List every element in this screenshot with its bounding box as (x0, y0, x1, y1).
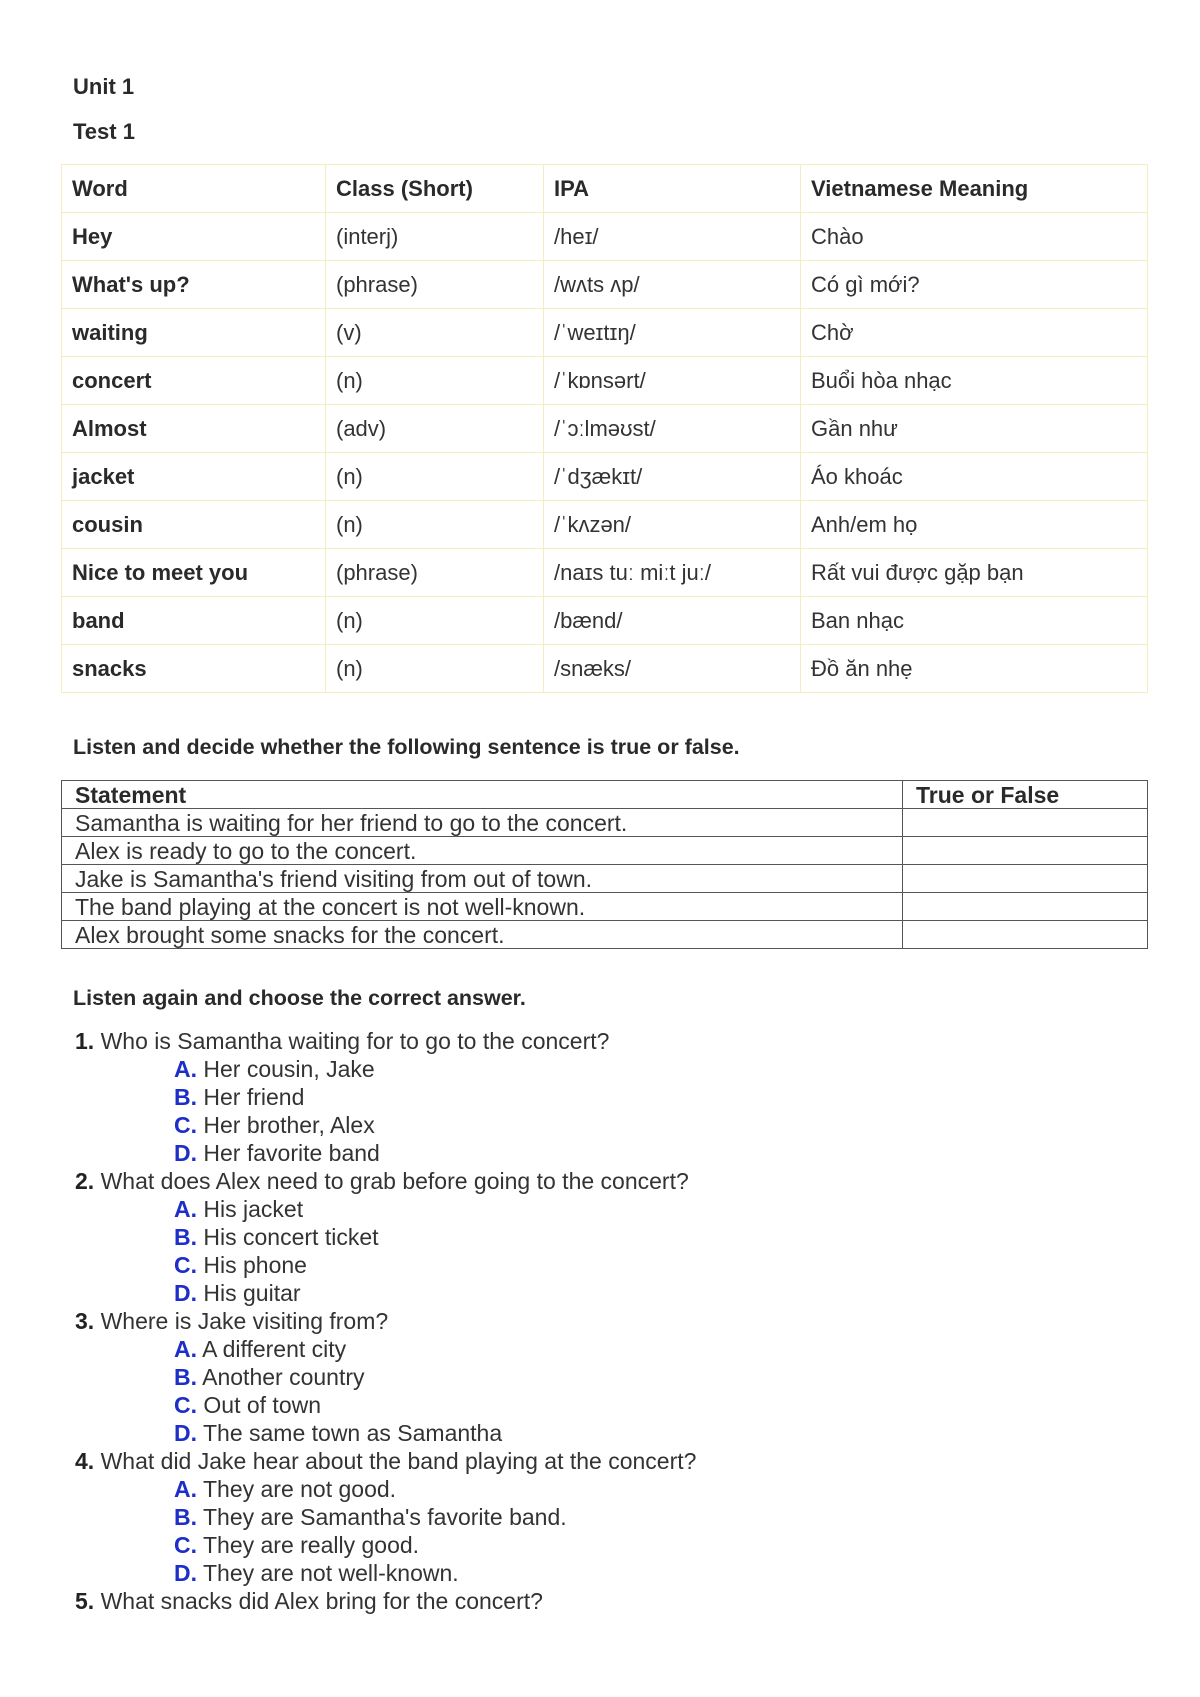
option-text: They are not good. (202, 1476, 397, 1502)
answer-option[interactable] (75, 1251, 1135, 1279)
vocabulary-row (62, 645, 1148, 693)
answer-option[interactable] (75, 1503, 1135, 1531)
vocabulary-meaning-cell: Có gì mới? (801, 261, 1148, 309)
option-text: The same town as Samantha (202, 1420, 503, 1446)
test-title: Test 1 (73, 119, 135, 144)
vocabulary-ipa-cell: /ˈweɪtɪŋ/ (544, 309, 801, 357)
option-letter: D. (174, 1560, 197, 1586)
option-text: Another country (202, 1364, 365, 1390)
statement-row (62, 921, 1148, 949)
option-letter: D. (174, 1420, 197, 1446)
vocabulary-word-cell: concert (62, 357, 326, 405)
statement-cell: The band playing at the concert is not well-known. (62, 893, 903, 921)
question (75, 1027, 1135, 1055)
answer-option[interactable] (75, 1363, 1135, 1391)
multiple-choice-list (75, 1027, 1135, 1615)
vocabulary-row (62, 261, 1148, 309)
vocabulary-class-cell: (n) (326, 501, 544, 549)
column-header-meaning: Vietnamese Meaning (801, 165, 1148, 213)
question-number: 2. (75, 1168, 95, 1194)
answer-option[interactable] (75, 1111, 1135, 1139)
option-letter: B. (174, 1504, 197, 1530)
vocabulary-class-cell: (n) (326, 645, 544, 693)
question (75, 1167, 1135, 1195)
true-false-table (61, 780, 1148, 949)
option-text: They are Samantha's favorite band. (202, 1504, 567, 1530)
statement-cell: Jake is Samantha's friend visiting from out of town. (62, 865, 903, 893)
vocabulary-meaning-cell: Chờ (801, 309, 1148, 357)
vocabulary-row (62, 501, 1148, 549)
answer-cell[interactable] (903, 865, 1148, 893)
option-text: They are really good. (202, 1532, 420, 1558)
option-text: Her favorite band (203, 1140, 380, 1166)
answer-option[interactable] (75, 1475, 1135, 1503)
vocabulary-meaning-cell: Áo khoác (801, 453, 1148, 501)
vocabulary-ipa-cell: /ˈdʒækɪt/ (544, 453, 801, 501)
answer-cell[interactable] (903, 837, 1148, 865)
vocabulary-class-cell: (phrase) (326, 261, 544, 309)
answer-cell[interactable] (903, 809, 1148, 837)
question-text: What does Alex need to grab before going to the concert? (100, 1168, 689, 1194)
option-text: A different city (202, 1336, 347, 1362)
option-text: His phone (203, 1252, 307, 1278)
vocabulary-class-cell: (n) (326, 597, 544, 645)
statement-cell: Alex brought some snacks for the concert. (62, 921, 903, 949)
option-text: Out of town (203, 1392, 322, 1418)
option-letter: A. (174, 1476, 197, 1502)
vocabulary-class-cell: (interj) (326, 213, 544, 261)
multiple-choice-instruction: Listen again and choose the correct answer. (73, 986, 526, 1010)
column-header-ipa: IPA (544, 165, 801, 213)
vocabulary-row (62, 405, 1148, 453)
option-text: Her cousin, Jake (203, 1056, 375, 1082)
question-text: What snacks did Alex bring for the concert? (100, 1588, 543, 1614)
vocabulary-word-cell: waiting (62, 309, 326, 357)
answer-option[interactable] (75, 1139, 1135, 1167)
vocabulary-word-cell: snacks (62, 645, 326, 693)
vocabulary-row (62, 549, 1148, 597)
option-letter: C. (174, 1252, 197, 1278)
answer-cell[interactable] (903, 921, 1148, 949)
unit-title: Unit 1 (73, 74, 135, 99)
option-letter: B. (174, 1224, 197, 1250)
vocabulary-meaning-cell: Anh/em họ (801, 501, 1148, 549)
answer-option[interactable] (75, 1083, 1135, 1111)
question-text: Who is Samantha waiting for to go to the concert? (100, 1028, 610, 1054)
statement-row (62, 837, 1148, 865)
answer-option[interactable] (75, 1279, 1135, 1307)
option-text: They are not well-known. (202, 1560, 459, 1586)
vocabulary-ipa-cell: /snæks/ (544, 645, 801, 693)
vocabulary-header-row (62, 165, 1148, 213)
question-text: What did Jake hear about the band playing at the concert? (100, 1448, 697, 1474)
vocabulary-ipa-cell: /wʌts ʌp/ (544, 261, 801, 309)
vocabulary-row (62, 357, 1148, 405)
vocabulary-meaning-cell: Buổi hòa nhạc (801, 357, 1148, 405)
question-number: 1. (75, 1028, 95, 1054)
vocabulary-class-cell: (v) (326, 309, 544, 357)
question-number: 4. (75, 1448, 95, 1474)
vocabulary-class-cell: (n) (326, 453, 544, 501)
question (75, 1447, 1135, 1475)
option-letter: D. (174, 1140, 197, 1166)
answer-cell[interactable] (903, 893, 1148, 921)
statement-row (62, 809, 1148, 837)
option-letter: A. (174, 1196, 197, 1222)
vocabulary-row (62, 597, 1148, 645)
answer-option[interactable] (75, 1419, 1135, 1447)
answer-option[interactable] (75, 1055, 1135, 1083)
statement-cell: Alex is ready to go to the concert. (62, 837, 903, 865)
vocabulary-row (62, 453, 1148, 501)
vocabulary-meaning-cell: Chào (801, 213, 1148, 261)
option-text: His jacket (203, 1196, 304, 1222)
option-text: His concert ticket (203, 1224, 379, 1250)
vocabulary-meaning-cell: Rất vui được gặp bạn (801, 549, 1148, 597)
vocabulary-body (62, 213, 1148, 693)
option-letter: C. (174, 1392, 197, 1418)
vocabulary-word-cell: jacket (62, 453, 326, 501)
vocabulary-row (62, 213, 1148, 261)
vocabulary-ipa-cell: /ˈkɒnsərt/ (544, 357, 801, 405)
question (75, 1587, 1135, 1615)
vocabulary-ipa-cell: /bænd/ (544, 597, 801, 645)
column-header-statement: Statement (62, 781, 903, 809)
vocabulary-word-cell: cousin (62, 501, 326, 549)
option-letter: A. (174, 1336, 197, 1362)
column-header-word: Word (62, 165, 326, 213)
option-text: Her friend (203, 1084, 305, 1110)
question-number: 3. (75, 1308, 95, 1334)
vocabulary-ipa-cell: /naɪs tuː miːt juː/ (544, 549, 801, 597)
vocabulary-class-cell: (adv) (326, 405, 544, 453)
vocabulary-word-cell: Nice to meet you (62, 549, 326, 597)
question-number: 5. (75, 1588, 95, 1614)
statement-cell: Samantha is waiting for her friend to go to the concert. (62, 809, 903, 837)
vocabulary-class-cell: (n) (326, 357, 544, 405)
option-letter: C. (174, 1532, 197, 1558)
true-false-body (62, 809, 1148, 949)
vocabulary-ipa-cell: /ˈkʌzən/ (544, 501, 801, 549)
answer-option[interactable] (75, 1335, 1135, 1363)
true-false-header-row (62, 781, 1148, 809)
statement-row (62, 893, 1148, 921)
vocabulary-ipa-cell: /ˈɔːlməʊst/ (544, 405, 801, 453)
answer-option[interactable] (75, 1391, 1135, 1419)
vocabulary-ipa-cell: /heɪ/ (544, 213, 801, 261)
question-text: Where is Jake visiting from? (100, 1308, 389, 1334)
vocabulary-meaning-cell: Đồ ăn nhẹ (801, 645, 1148, 693)
answer-option[interactable] (75, 1223, 1135, 1251)
vocabulary-meaning-cell: Gần như (801, 405, 1148, 453)
true-false-instruction: Listen and decide whether the following sentence is true or false. (73, 735, 740, 759)
option-letter: B. (174, 1084, 197, 1110)
vocabulary-row (62, 309, 1148, 357)
column-header-true-or-false: True or False (903, 781, 1148, 809)
option-text: Her brother, Alex (203, 1112, 375, 1138)
vocabulary-word-cell: band (62, 597, 326, 645)
option-text: His guitar (203, 1280, 301, 1306)
answer-option[interactable] (75, 1559, 1135, 1587)
option-letter: B. (174, 1364, 197, 1390)
vocabulary-meaning-cell: Ban nhạc (801, 597, 1148, 645)
vocabulary-table (61, 164, 1148, 693)
option-letter: C. (174, 1112, 197, 1138)
question (75, 1307, 1135, 1335)
vocabulary-word-cell: Hey (62, 213, 326, 261)
column-header-class: Class (Short) (326, 165, 544, 213)
answer-option[interactable] (75, 1531, 1135, 1559)
vocabulary-word-cell: What's up? (62, 261, 326, 309)
option-letter: A. (174, 1056, 197, 1082)
vocabulary-word-cell: Almost (62, 405, 326, 453)
statement-row (62, 865, 1148, 893)
option-letter: D. (174, 1280, 197, 1306)
answer-option[interactable] (75, 1195, 1135, 1223)
vocabulary-class-cell: (phrase) (326, 549, 544, 597)
